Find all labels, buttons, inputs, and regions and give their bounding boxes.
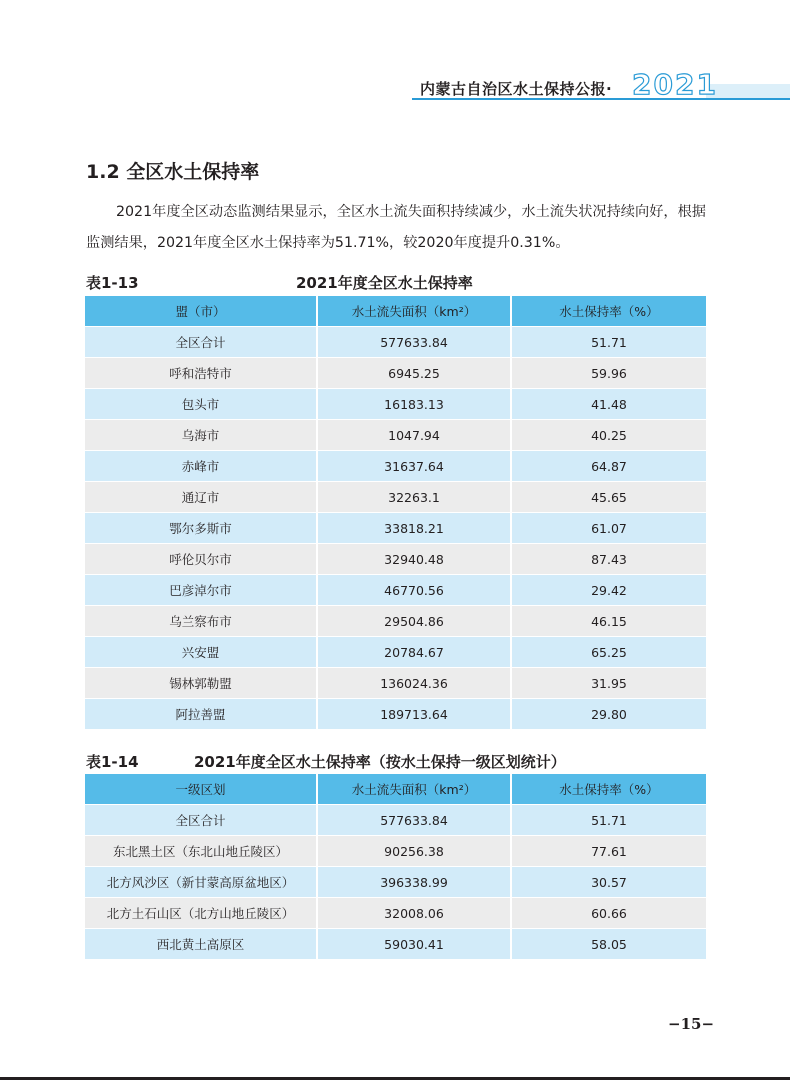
table-13-header-region: 盟（市） — [85, 296, 317, 327]
table-cell-rate: 65.25 — [511, 637, 706, 668]
page-number: −15− — [668, 1015, 715, 1033]
table-cell-name: 通辽市 — [85, 482, 317, 513]
table-row — [85, 544, 706, 575]
table-cell-area: 396338.99 — [317, 867, 511, 898]
table-13 — [85, 296, 706, 730]
table-cell-rate: 58.05 — [511, 929, 706, 960]
table-14-header-area: 水土流失面积（km²） — [317, 774, 511, 805]
table-row — [85, 482, 706, 513]
section-title: 1.2 全区水土保持率 — [86, 161, 260, 183]
table-cell-area: 16183.13 — [317, 389, 511, 420]
table-row — [85, 805, 706, 836]
table-cell-name: 乌兰察布市 — [85, 606, 317, 637]
table-cell-area: 33818.21 — [317, 513, 511, 544]
table-13-title: 2021年度全区水土保持率 — [296, 274, 473, 292]
table-cell-area: 1047.94 — [317, 420, 511, 451]
table-row — [85, 513, 706, 544]
publication-title: 内蒙古自治区水土保持公报· — [420, 80, 613, 98]
table-14-number: 表1-14 — [86, 753, 139, 771]
table-row — [85, 358, 706, 389]
table-cell-name: 西北黄土高原区 — [85, 929, 317, 960]
table-cell-rate: 51.71 — [511, 805, 706, 836]
table-14 — [85, 774, 706, 960]
table-14-title: 2021年度全区水土保持率（按水土保持一级区划统计） — [194, 753, 566, 771]
table-cell-area: 46770.56 — [317, 575, 511, 606]
table-cell-rate: 31.95 — [511, 668, 706, 699]
section-paragraph: 2021年度全区动态监测结果显示，全区水土流失面积持续减少，水土流失状况持续向好，根据监测结果，2021年度全区水土保持率为51.71%，较2020年度提升0.31%。 — [86, 204, 706, 251]
table-cell-area: 136024.36 — [317, 668, 511, 699]
table-row — [85, 929, 706, 960]
table-cell-name: 呼和浩特市 — [85, 358, 317, 389]
table-row — [85, 668, 706, 699]
table-row — [85, 575, 706, 606]
table-cell-area: 59030.41 — [317, 929, 511, 960]
table-cell-area: 90256.38 — [317, 836, 511, 867]
table-row — [85, 867, 706, 898]
table-14-header-row — [85, 774, 706, 805]
table-cell-rate: 51.71 — [511, 327, 706, 358]
table-cell-rate: 77.61 — [511, 836, 706, 867]
table-14-header-rate: 水土保持率（%） — [511, 774, 706, 805]
table-cell-area: 32008.06 — [317, 898, 511, 929]
table-cell-rate: 41.48 — [511, 389, 706, 420]
table-cell-rate: 40.25 — [511, 420, 706, 451]
table-cell-rate: 46.15 — [511, 606, 706, 637]
table-cell-name: 呼伦贝尔市 — [85, 544, 317, 575]
table-row — [85, 451, 706, 482]
table-row — [85, 606, 706, 637]
publication-year: 2021 — [632, 68, 718, 101]
table-13-header-rate: 水土保持率（%） — [511, 296, 706, 327]
table-row — [85, 420, 706, 451]
table-13-header-area: 水土流失面积（km²） — [317, 296, 511, 327]
table-cell-rate: 64.87 — [511, 451, 706, 482]
table-cell-name: 兴安盟 — [85, 637, 317, 668]
table-cell-rate: 45.65 — [511, 482, 706, 513]
table-cell-rate: 59.96 — [511, 358, 706, 389]
table-cell-area: 189713.64 — [317, 699, 511, 730]
table-cell-rate: 60.66 — [511, 898, 706, 929]
table-cell-name: 包头市 — [85, 389, 317, 420]
table-row — [85, 389, 706, 420]
table-cell-name: 鄂尔多斯市 — [85, 513, 317, 544]
table-row — [85, 699, 706, 730]
table-cell-rate: 30.57 — [511, 867, 706, 898]
table-cell-area: 29504.86 — [317, 606, 511, 637]
table-cell-name: 全区合计 — [85, 327, 317, 358]
table-row — [85, 327, 706, 358]
table-14-header-zone: 一级区划 — [85, 774, 317, 805]
table-cell-name: 北方土石山区（北方山地丘陵区） — [85, 898, 317, 929]
table-cell-rate: 61.07 — [511, 513, 706, 544]
table-row — [85, 836, 706, 867]
table-cell-name: 全区合计 — [85, 805, 317, 836]
table-cell-name: 东北黑土区（东北山地丘陵区） — [85, 836, 317, 867]
table-cell-area: 20784.67 — [317, 637, 511, 668]
table-cell-name: 巴彦淖尔市 — [85, 575, 317, 606]
table-cell-rate: 29.80 — [511, 699, 706, 730]
table-cell-name: 北方风沙区（新甘蒙高原盆地区） — [85, 867, 317, 898]
table-cell-name: 阿拉善盟 — [85, 699, 317, 730]
table-row — [85, 898, 706, 929]
table-cell-area: 32263.1 — [317, 482, 511, 513]
table-row — [85, 637, 706, 668]
table-cell-name: 赤峰市 — [85, 451, 317, 482]
table-cell-area: 6945.25 — [317, 358, 511, 389]
table-13-number: 表1-13 — [86, 274, 139, 292]
table-cell-name: 乌海市 — [85, 420, 317, 451]
table-cell-name: 锡林郭勒盟 — [85, 668, 317, 699]
table-cell-rate: 29.42 — [511, 575, 706, 606]
table-cell-area: 577633.84 — [317, 805, 511, 836]
table-cell-area: 32940.48 — [317, 544, 511, 575]
table-cell-rate: 87.43 — [511, 544, 706, 575]
table-cell-area: 577633.84 — [317, 327, 511, 358]
table-13-header-row — [85, 296, 706, 327]
table-cell-area: 31637.64 — [317, 451, 511, 482]
